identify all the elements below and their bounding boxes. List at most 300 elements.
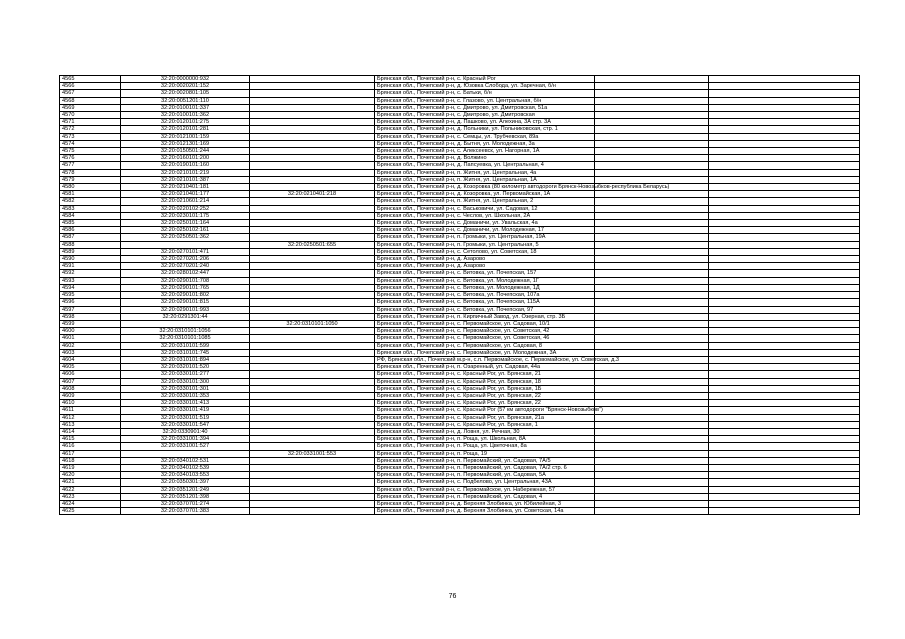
empty-cell xyxy=(595,90,709,97)
related-cadastral-number-cell xyxy=(250,205,375,212)
empty-cell xyxy=(595,76,709,83)
table-row xyxy=(60,284,860,291)
table-row xyxy=(60,148,860,155)
address-cell: Брянская обл., Почепский р-н, с. Витовка, ул. Почепская, 107а xyxy=(375,292,595,299)
empty-cell xyxy=(595,277,709,284)
cadastral-number-cell: 32:20:0331001:527 xyxy=(121,443,250,450)
table-row xyxy=(60,76,860,83)
table-row xyxy=(60,457,860,464)
empty-cell xyxy=(595,97,709,104)
table-row xyxy=(60,508,860,515)
table-row xyxy=(60,104,860,111)
empty-cell xyxy=(595,385,709,392)
empty-cell xyxy=(595,126,709,133)
empty-cell xyxy=(709,148,860,155)
row-number-cell: 4569 xyxy=(60,104,121,111)
row-number-cell: 4584 xyxy=(60,212,121,219)
related-cadastral-number-cell xyxy=(250,508,375,515)
cadastral-number-cell: 32:20:0330101:353 xyxy=(121,392,250,399)
empty-cell xyxy=(595,162,709,169)
row-number-cell: 4565 xyxy=(60,76,121,83)
row-number-cell: 4602 xyxy=(60,342,121,349)
cadastral-number-cell: 32:20:0270201:240 xyxy=(121,263,250,270)
row-number-cell: 4616 xyxy=(60,443,121,450)
row-number-cell: 4603 xyxy=(60,349,121,356)
cadastral-number-cell xyxy=(121,241,250,248)
empty-cell xyxy=(709,83,860,90)
empty-cell xyxy=(709,270,860,277)
row-number-cell: 4619 xyxy=(60,464,121,471)
table-row xyxy=(60,241,860,248)
table-row xyxy=(60,234,860,241)
row-number-cell: 4586 xyxy=(60,227,121,234)
table-row xyxy=(60,227,860,234)
related-cadastral-number-cell xyxy=(250,212,375,219)
table-row xyxy=(60,299,860,306)
related-cadastral-number-cell xyxy=(250,148,375,155)
related-cadastral-number-cell xyxy=(250,342,375,349)
row-number-cell: 4621 xyxy=(60,479,121,486)
empty-cell xyxy=(709,450,860,457)
empty-cell xyxy=(595,508,709,515)
address-cell: Брянская обл., Почепский р-н, с. Первомайское, ул. Советская, 46 xyxy=(375,335,595,342)
cadastral-number-cell: 32:20:0330101:547 xyxy=(121,421,250,428)
table-row xyxy=(60,342,860,349)
row-number-cell: 4570 xyxy=(60,112,121,119)
empty-cell xyxy=(595,220,709,227)
empty-cell xyxy=(709,421,860,428)
table-row xyxy=(60,263,860,270)
cadastral-number-cell: 32:20:0270201:206 xyxy=(121,256,250,263)
table-row xyxy=(60,140,860,147)
empty-cell xyxy=(595,500,709,507)
cadastral-number-cell: 32:20:0331001:394 xyxy=(121,436,250,443)
related-cadastral-number-cell xyxy=(250,472,375,479)
row-number-cell: 4607 xyxy=(60,378,121,385)
table-row xyxy=(60,414,860,421)
table-row xyxy=(60,277,860,284)
address-cell: Брянская обл., Почепский р-н, п. Первомайский, ул. Садовая, 7А/2 стр. 6 xyxy=(375,464,595,471)
empty-cell xyxy=(709,227,860,234)
empty-cell xyxy=(709,241,860,248)
address-cell: Брянская обл., Почепский р-н, с. Красный Рог, ул. Брянская, 21а xyxy=(375,414,595,421)
cadastral-number-cell: 32:20:0370701:274 xyxy=(121,500,250,507)
address-cell: Брянская обл., Почепский р-н, п. Житня, ул. Центральная, 1А xyxy=(375,176,595,183)
address-cell: Брянская обл., Почепский р-н, с. Витовка, ул. Молодежная, 1Г xyxy=(375,277,595,284)
row-number-cell: 4576 xyxy=(60,155,121,162)
empty-cell xyxy=(709,104,860,111)
empty-cell xyxy=(709,277,860,284)
empty-cell xyxy=(709,400,860,407)
table-row xyxy=(60,364,860,371)
related-cadastral-number-cell xyxy=(250,356,375,363)
address-cell: Брянская обл., Почепский р-н, с. Первомайское, ул. Советская, 42 xyxy=(375,328,595,335)
address-cell: Брянская обл., Почепский р-н, с. Чеслов, ул. Школьная, 2А xyxy=(375,212,595,219)
related-cadastral-number-cell xyxy=(250,76,375,83)
address-cell: Брянская обл., Почепский р-н, с. Витовка, ул. Почепская, 157 xyxy=(375,270,595,277)
empty-cell xyxy=(595,112,709,119)
cadastral-number-cell: 32:20:0210101:219 xyxy=(121,169,250,176)
table-row xyxy=(60,90,860,97)
related-cadastral-number-cell xyxy=(250,299,375,306)
related-cadastral-number-cell xyxy=(250,220,375,227)
cadastral-table xyxy=(59,75,860,515)
table-row xyxy=(60,133,860,140)
address-cell: Брянская обл., Почепский р-н, с. Сетолово, ул. Советская, 18 xyxy=(375,248,595,255)
cadastral-number-cell: 32:20:0210601:214 xyxy=(121,198,250,205)
empty-cell xyxy=(709,263,860,270)
row-number-cell: 4594 xyxy=(60,284,121,291)
address-cell: Брянская обл., Почепский р-н, п. Кирпичный Завод, ул. Озерная, стр. 3Б xyxy=(375,313,595,320)
related-cadastral-number-cell xyxy=(250,263,375,270)
row-number-cell: 4606 xyxy=(60,371,121,378)
address-cell: Брянская обл., Почепский р-н, с. Доманичи, ул. Молодежная, 17 xyxy=(375,227,595,234)
empty-cell xyxy=(595,83,709,90)
empty-cell xyxy=(709,342,860,349)
empty-cell xyxy=(595,450,709,457)
cadastral-number-cell: 32:20:0290101:993 xyxy=(121,306,250,313)
address-cell: Брянская обл., Почепский р-н, с. Витовка, ул. Почепская, 97 xyxy=(375,306,595,313)
cadastral-number-cell: 32:20:0290101:765 xyxy=(121,284,250,291)
address-cell: Брянская обл., Почепский р-н, п. Житня, ул. Центральная, 4а xyxy=(375,169,595,176)
table-row xyxy=(60,292,860,299)
table-row xyxy=(60,83,860,90)
empty-cell xyxy=(709,191,860,198)
related-cadastral-number-cell xyxy=(250,155,375,162)
related-cadastral-number-cell xyxy=(250,414,375,421)
cadastral-number-cell: 32:20:0291301:44 xyxy=(121,313,250,320)
empty-cell xyxy=(709,371,860,378)
row-number-cell: 4604 xyxy=(60,356,121,363)
table-row xyxy=(60,198,860,205)
cadastral-number-cell: 32:20:0340102:531 xyxy=(121,457,250,464)
cadastral-number-cell: 32:20:0310101:894 xyxy=(121,356,250,363)
empty-cell xyxy=(709,428,860,435)
empty-cell xyxy=(709,349,860,356)
empty-cell xyxy=(709,284,860,291)
address-cell: Брянская обл., Почепский р-н, д. Папсуевка, ул. Центральная, 4 xyxy=(375,162,595,169)
address-cell: Брянская обл., Почепский р-н, п. Первомайский, ул. Садовая, 5А xyxy=(375,472,595,479)
row-number-cell: 4625 xyxy=(60,508,121,515)
row-number-cell: 4580 xyxy=(60,184,121,191)
cadastral-number-cell: 32:20:0270101:471 xyxy=(121,248,250,255)
related-cadastral-number-cell xyxy=(250,421,375,428)
row-number-cell: 4624 xyxy=(60,500,121,507)
table-row xyxy=(60,472,860,479)
cadastral-number-cell: 32:20:0280102:447 xyxy=(121,270,250,277)
empty-cell xyxy=(595,443,709,450)
related-cadastral-number-cell xyxy=(250,364,375,371)
address-cell: Брянская обл., Почепский р-н, п. Первомайский, ул. Садовая, 7А/5 xyxy=(375,457,595,464)
row-number-cell: 4600 xyxy=(60,328,121,335)
empty-cell xyxy=(595,227,709,234)
row-number-cell: 4589 xyxy=(60,248,121,255)
related-cadastral-number-cell xyxy=(250,227,375,234)
empty-cell xyxy=(595,320,709,327)
cadastral-number-cell: 32:20:0160101:200 xyxy=(121,155,250,162)
related-cadastral-number-cell xyxy=(250,385,375,392)
address-cell: Брянская обл., Почепский р-н, д. Юзовка Слобода, ул. Заречная, б/н xyxy=(375,83,595,90)
table-row xyxy=(60,493,860,500)
address-cell: Брянская обл., Почепский р-н, п. Роща, 19 xyxy=(375,450,595,457)
empty-cell xyxy=(709,472,860,479)
empty-cell xyxy=(709,320,860,327)
table-row xyxy=(60,191,860,198)
row-number-cell: 4571 xyxy=(60,119,121,126)
empty-cell xyxy=(709,119,860,126)
cadastral-number-cell: 32:20:0310101:1085 xyxy=(121,335,250,342)
cadastral-number-cell: 32:20:0100101:337 xyxy=(121,104,250,111)
cadastral-number-cell: 32:20:0330101:419 xyxy=(121,407,250,414)
related-cadastral-number-cell xyxy=(250,133,375,140)
row-number-cell: 4568 xyxy=(60,97,121,104)
empty-cell xyxy=(595,436,709,443)
row-number-cell: 4572 xyxy=(60,126,121,133)
cadastral-number-cell: 32:20:0330101:277 xyxy=(121,371,250,378)
address-cell: Брянская обл., Почепский р-н, с. Витовка, ул. Почепская, 115А xyxy=(375,299,595,306)
empty-cell xyxy=(709,500,860,507)
address-cell: Брянская обл., Почепский р-н, д. Азарово xyxy=(375,256,595,263)
table-row xyxy=(60,313,860,320)
cadastral-number-cell: 32:20:0351201:249 xyxy=(121,486,250,493)
empty-cell xyxy=(595,392,709,399)
cadastral-number-cell: 32:20:0210101:387 xyxy=(121,176,250,183)
table-row xyxy=(60,270,860,277)
address-cell: Брянская обл., Почепский р-н, д. Волжино xyxy=(375,155,595,162)
row-number-cell: 4595 xyxy=(60,292,121,299)
cadastral-number-cell: 32:20:0220102:252 xyxy=(121,205,250,212)
cadastral-number-cell: 32:20:0330101:301 xyxy=(121,385,250,392)
table-row xyxy=(60,479,860,486)
row-number-cell: 4622 xyxy=(60,486,121,493)
address-cell: Брянская обл., Почепский р-н, с. Алексеевск, ул. Нагорная, 1А xyxy=(375,148,595,155)
empty-cell xyxy=(595,479,709,486)
related-cadastral-number-cell: 32:20:0250501:655 xyxy=(250,241,375,248)
table-body xyxy=(60,76,860,515)
table-row xyxy=(60,378,860,385)
table-row xyxy=(60,450,860,457)
page-number: 76 xyxy=(448,593,457,600)
empty-cell xyxy=(595,342,709,349)
empty-cell xyxy=(709,313,860,320)
cadastral-number-cell: 32:20:0190101:160 xyxy=(121,162,250,169)
row-number-cell: 4592 xyxy=(60,270,121,277)
related-cadastral-number-cell xyxy=(250,140,375,147)
cadastral-number-cell: 32:20:0320101:520 xyxy=(121,364,250,371)
related-cadastral-number-cell xyxy=(250,392,375,399)
cadastral-number-cell: 32:20:0020801:105 xyxy=(121,90,250,97)
cadastral-number-cell: 32:20:0250102:161 xyxy=(121,227,250,234)
related-cadastral-number-cell xyxy=(250,198,375,205)
row-number-cell: 4588 xyxy=(60,241,121,248)
related-cadastral-number-cell xyxy=(250,162,375,169)
empty-cell xyxy=(595,371,709,378)
row-number-cell: 4615 xyxy=(60,436,121,443)
empty-cell xyxy=(595,133,709,140)
row-number-cell: 4597 xyxy=(60,306,121,313)
related-cadastral-number-cell xyxy=(250,457,375,464)
cadastral-number-cell: 32:20:0351201:398 xyxy=(121,493,250,500)
empty-cell xyxy=(595,428,709,435)
related-cadastral-number-cell xyxy=(250,493,375,500)
table-row xyxy=(60,371,860,378)
cadastral-number-cell: 32:20:0100101:362 xyxy=(121,112,250,119)
table-row xyxy=(60,256,860,263)
table-row xyxy=(60,126,860,133)
address-cell: Брянская обл., Почепский р-н, д. Верхняя Злобинка, ул. Советская, 14а xyxy=(375,508,595,515)
empty-cell xyxy=(595,378,709,385)
address-cell: Брянская обл., Почепский р-н, с. Подбелово, ул. Центральная, 43А xyxy=(375,479,595,486)
table-row xyxy=(60,464,860,471)
table-row xyxy=(60,407,860,414)
address-cell: Брянская обл., Почепский р-н, д. Бытня, ул. Молодежная, 3а xyxy=(375,140,595,147)
table-row xyxy=(60,356,860,363)
empty-cell xyxy=(709,169,860,176)
cadastral-number-cell: 32:20:0290101:708 xyxy=(121,277,250,284)
empty-cell xyxy=(595,198,709,205)
row-number-cell: 4578 xyxy=(60,169,121,176)
table-row xyxy=(60,169,860,176)
table-row xyxy=(60,328,860,335)
table-row xyxy=(60,119,860,126)
address-cell: Брянская обл., Почепский р-н, д. Верхняя Злобинка, ул. Юбилейная, 3 xyxy=(375,500,595,507)
table-row xyxy=(60,400,860,407)
cadastral-number-cell: 32:20:0020201:152 xyxy=(121,83,250,90)
cadastral-number-cell: 32:20:0120101:275 xyxy=(121,119,250,126)
cadastral-number-cell: 32:20:0310101:1056 xyxy=(121,328,250,335)
empty-cell xyxy=(709,328,860,335)
related-cadastral-number-cell xyxy=(250,248,375,255)
empty-cell xyxy=(709,457,860,464)
table-row xyxy=(60,320,860,327)
table-row xyxy=(60,97,860,104)
table-row xyxy=(60,486,860,493)
address-cell: Брянская обл., Почепский р-н, с. Семцы, ул. Трубчевская, 89а xyxy=(375,133,595,140)
address-cell: Брянская обл., Почепский р-н, с. Красный Рог, ул. Брянская, 1 xyxy=(375,421,595,428)
table-row xyxy=(60,248,860,255)
row-number-cell: 4601 xyxy=(60,335,121,342)
row-number-cell: 4605 xyxy=(60,364,121,371)
row-number-cell: 4587 xyxy=(60,234,121,241)
address-cell: Брянская обл., Почепский р-н, с. Дмитрово, ул. Дмитровская xyxy=(375,112,595,119)
address-cell: Брянская обл., Почепский р-н, д. Польники, ул. Польниковская, стр. 1 xyxy=(375,126,595,133)
related-cadastral-number-cell xyxy=(250,112,375,119)
empty-cell xyxy=(709,443,860,450)
cadastral-number-cell: 32:20:0210401:181 xyxy=(121,184,250,191)
table-row xyxy=(60,176,860,183)
empty-cell xyxy=(709,176,860,183)
cadastral-number-cell: 32:20:0250101:164 xyxy=(121,220,250,227)
empty-cell xyxy=(709,364,860,371)
empty-cell xyxy=(709,90,860,97)
table-row xyxy=(60,349,860,356)
row-number-cell: 4590 xyxy=(60,256,121,263)
row-number-cell: 4582 xyxy=(60,198,121,205)
empty-cell xyxy=(595,234,709,241)
related-cadastral-number-cell xyxy=(250,313,375,320)
empty-cell xyxy=(595,155,709,162)
empty-cell xyxy=(595,349,709,356)
address-cell: Брянская обл., Почепский р-н, с. Красный Рог, ул. Брянская, 22 xyxy=(375,392,595,399)
empty-cell xyxy=(709,234,860,241)
related-cadastral-number-cell xyxy=(250,428,375,435)
related-cadastral-number-cell xyxy=(250,234,375,241)
empty-cell xyxy=(709,414,860,421)
address-cell: Брянская обл., Почепский р-н, п. Роща, ул. Цветочная, 8а xyxy=(375,443,595,450)
related-cadastral-number-cell xyxy=(250,486,375,493)
address-cell: Брянская обл., Почепский р-н, с. Дмитрово, ул. Дмитровская, 51а xyxy=(375,104,595,111)
table-row xyxy=(60,220,860,227)
empty-cell xyxy=(595,104,709,111)
empty-cell xyxy=(595,212,709,219)
address-cell: Брянская обл., Почепский р-н, п. Озаренный, ул. Садовая, 44а xyxy=(375,364,595,371)
address-cell: Брянская обл., Почепский р-н, п. Громыки, ул. Центральная, 19А xyxy=(375,234,595,241)
row-number-cell: 4579 xyxy=(60,176,121,183)
address-cell: Брянская обл., Почепский р-н, с. Первомайское, ул. Садовая, 8 xyxy=(375,342,595,349)
row-number-cell: 4620 xyxy=(60,472,121,479)
address-cell: Брянская обл., Почепский р-н, с. Красный Рог xyxy=(375,76,595,83)
empty-cell xyxy=(709,97,860,104)
empty-cell xyxy=(709,292,860,299)
address-cell: Брянская обл., Почепский р-н, с. Красный Рог (57 км автодороги "Брянск-Новозыбков") xyxy=(375,407,595,414)
address-cell: Брянская обл., Почепский р-н, д. Пашково, ул. Алехина, 3А стр. 3А xyxy=(375,119,595,126)
empty-cell xyxy=(595,263,709,270)
cadastral-number-cell: 32:20:0330101:413 xyxy=(121,400,250,407)
empty-cell xyxy=(709,436,860,443)
row-number-cell: 4610 xyxy=(60,400,121,407)
empty-cell xyxy=(595,306,709,313)
row-number-cell: 4566 xyxy=(60,83,121,90)
related-cadastral-number-cell xyxy=(250,184,375,191)
row-number-cell: 4596 xyxy=(60,299,121,306)
cadastral-number-cell: 32:20:0310101:745 xyxy=(121,349,250,356)
related-cadastral-number-cell xyxy=(250,443,375,450)
table-row xyxy=(60,436,860,443)
empty-cell xyxy=(595,421,709,428)
row-number-cell: 4614 xyxy=(60,428,121,435)
empty-cell xyxy=(595,270,709,277)
cadastral-number-cell: 32:20:0350301:397 xyxy=(121,479,250,486)
related-cadastral-number-cell xyxy=(250,277,375,284)
row-number-cell: 4593 xyxy=(60,277,121,284)
row-number-cell: 4612 xyxy=(60,414,121,421)
empty-cell xyxy=(709,356,860,363)
row-number-cell: 4583 xyxy=(60,205,121,212)
related-cadastral-number-cell xyxy=(250,90,375,97)
empty-cell xyxy=(595,256,709,263)
address-cell: Брянская обл., Почепский р-н, д. Азарово xyxy=(375,263,595,270)
table-row xyxy=(60,306,860,313)
empty-cell xyxy=(595,400,709,407)
empty-cell xyxy=(709,464,860,471)
table-row xyxy=(60,184,860,191)
related-cadastral-number-cell xyxy=(250,479,375,486)
empty-cell xyxy=(595,284,709,291)
empty-cell xyxy=(595,472,709,479)
row-number-cell: 4581 xyxy=(60,191,121,198)
empty-cell xyxy=(709,256,860,263)
related-cadastral-number-cell xyxy=(250,335,375,342)
related-cadastral-number-cell xyxy=(250,119,375,126)
table-row xyxy=(60,428,860,435)
empty-cell xyxy=(709,205,860,212)
row-number-cell: 4623 xyxy=(60,493,121,500)
row-number-cell: 4608 xyxy=(60,385,121,392)
related-cadastral-number-cell xyxy=(250,169,375,176)
empty-cell xyxy=(709,220,860,227)
related-cadastral-number-cell xyxy=(250,500,375,507)
address-cell: Брянская обл., Почепский р-н, с. Доманичи, ул. Увальская, 4а xyxy=(375,220,595,227)
